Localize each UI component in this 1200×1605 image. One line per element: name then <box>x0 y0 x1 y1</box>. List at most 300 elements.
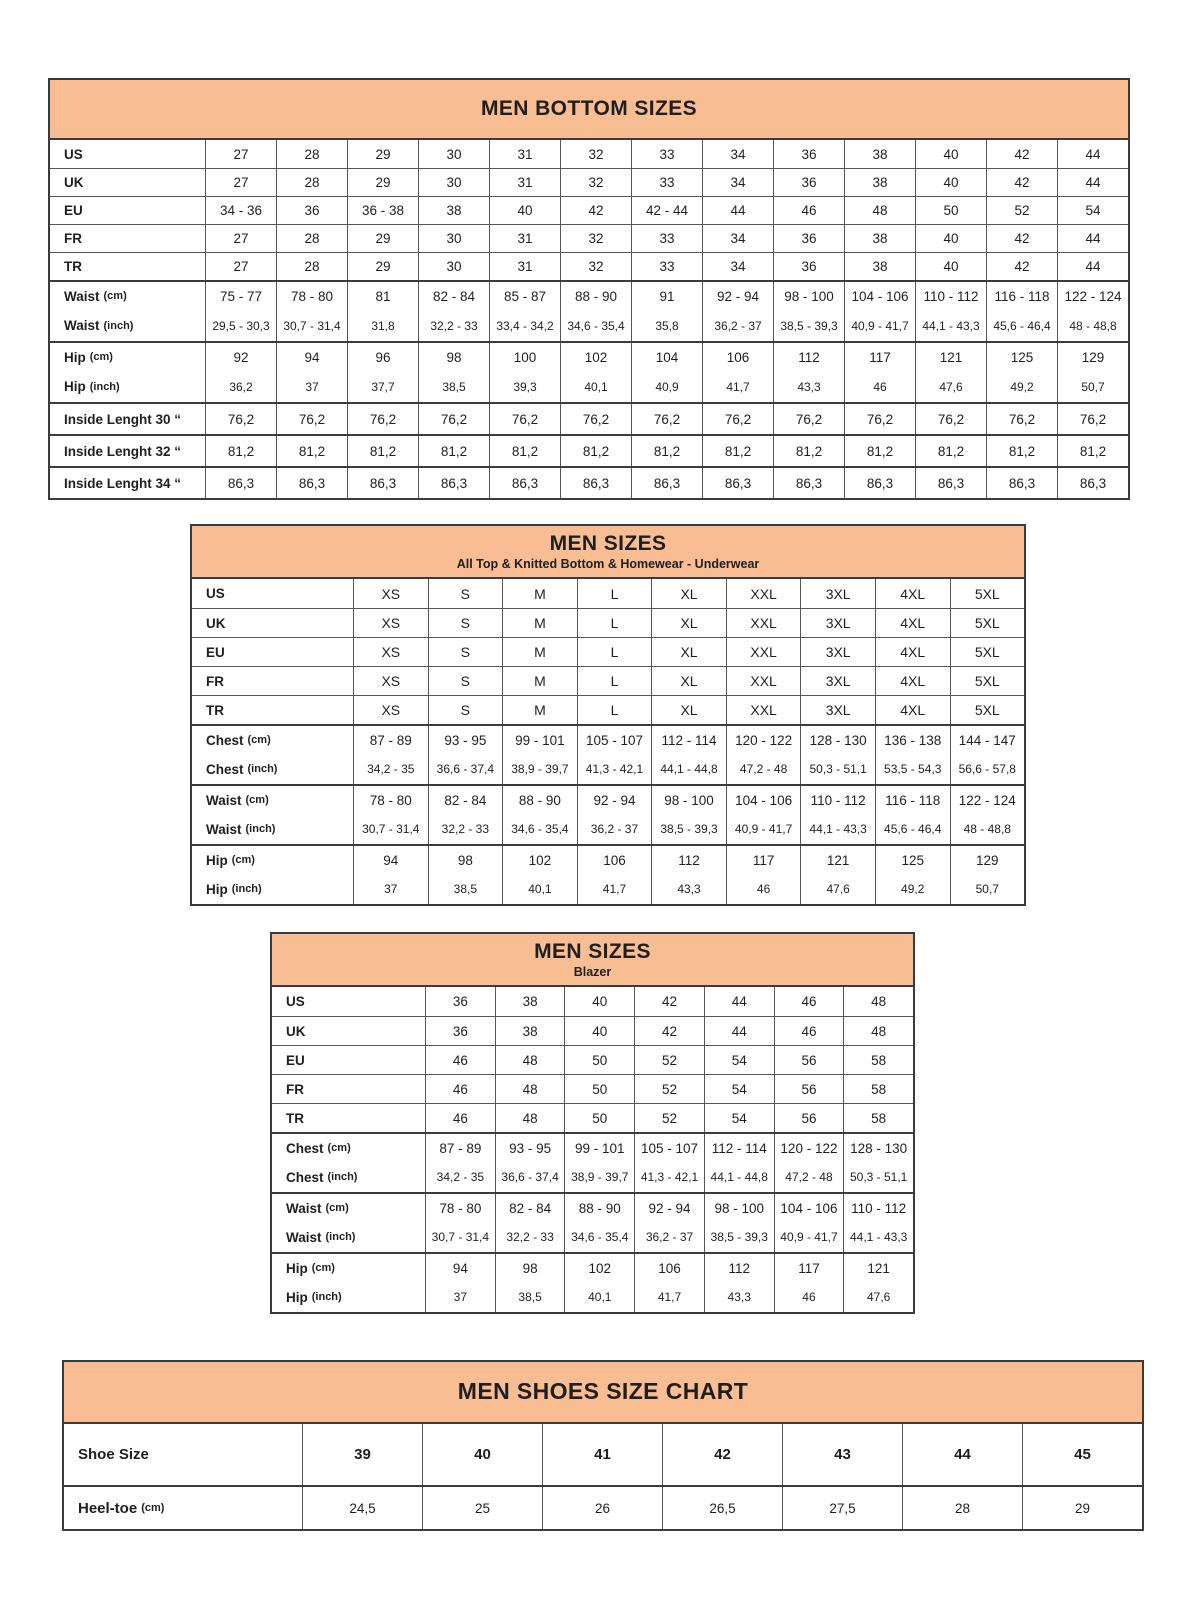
value-cell: 94 <box>425 1254 495 1282</box>
value-cell: 52 <box>986 197 1057 224</box>
value-cell: 32,2 - 33 <box>495 1222 565 1252</box>
value-cell: 34 <box>702 140 773 168</box>
value-cell: 34,6 - 35,4 <box>502 814 577 844</box>
value-cell: 58 <box>843 1046 913 1074</box>
value-cell: 76,2 <box>844 404 915 434</box>
value-cell: 32 <box>560 169 631 196</box>
value-cell: 29 <box>1022 1487 1142 1529</box>
value-cell: 40,1 <box>502 874 577 904</box>
table-title: MEN SIZES <box>549 531 667 555</box>
value-cell: 52 <box>634 1075 704 1103</box>
row-label <box>50 253 205 280</box>
value-cell: 44,1 - 43,3 <box>915 311 986 342</box>
row-label-text: EU <box>206 644 225 660</box>
value-cell: 43,3 <box>651 874 726 904</box>
value-cell: 81,2 <box>418 436 489 466</box>
value-cell: 29 <box>347 253 418 280</box>
value-cell: 27 <box>205 169 276 196</box>
value-cell: 58 <box>843 1075 913 1103</box>
men-sizes-tops-row-fr <box>192 666 1024 695</box>
men-bottom-sizes-header <box>50 80 1128 140</box>
value-cell: 36 <box>276 197 347 224</box>
value-cell: 33,4 - 34,2 <box>489 311 560 342</box>
value-cell: 40 <box>915 140 986 168</box>
value-cell: 56 <box>774 1104 844 1132</box>
value-cell: 38,9 - 39,7 <box>564 1162 634 1192</box>
value-cell: 3XL <box>800 579 875 608</box>
value-cell: 112 <box>704 1254 774 1282</box>
men-bottom-sizes-row-uk <box>50 168 1128 196</box>
value-cell: M <box>502 579 577 608</box>
row-label <box>192 874 353 904</box>
value-cell: 99 - 101 <box>502 726 577 754</box>
row-label-unit: (cm) <box>245 794 269 806</box>
value-cell: 47,6 <box>843 1282 913 1312</box>
value-cell: 27,5 <box>782 1487 902 1529</box>
value-cell: 98 - 100 <box>704 1194 774 1222</box>
value-cell: 44 <box>702 197 773 224</box>
value-cell: 98 - 100 <box>651 786 726 814</box>
value-cell: 34,2 - 35 <box>425 1162 495 1192</box>
row-label <box>192 814 353 844</box>
value-cell: 27 <box>205 253 276 280</box>
row-label-text: Waist <box>206 821 242 837</box>
men-shoes-size-chart-table <box>62 1360 1144 1531</box>
men-sizes-blazer-row-chest-inch <box>272 1162 913 1192</box>
table-title: MEN SIZES <box>534 939 651 963</box>
value-cell: M <box>502 609 577 637</box>
value-cell: 53,5 - 54,3 <box>875 754 950 784</box>
row-label-text: Hip <box>206 852 228 868</box>
value-cell: 47,2 - 48 <box>726 754 801 784</box>
men-sizes-blazer-row-chest-cm <box>272 1132 913 1162</box>
men-bottom-sizes-table <box>48 78 1130 500</box>
value-cell: 45 <box>1022 1424 1142 1485</box>
row-label-text: Inside Lenght 34 “ <box>64 475 182 491</box>
row-label <box>192 667 353 695</box>
value-cell: M <box>502 638 577 666</box>
value-cell: 36 - 38 <box>347 197 418 224</box>
value-cell: 42 <box>986 253 1057 280</box>
value-cell: 32 <box>560 253 631 280</box>
row-label <box>272 1046 425 1074</box>
value-cell: 54 <box>704 1075 774 1103</box>
value-cell: 81,2 <box>702 436 773 466</box>
men-sizes-tops-table <box>190 524 1026 906</box>
value-cell: 46 <box>425 1104 495 1132</box>
value-cell: 26,5 <box>662 1487 782 1529</box>
value-cell: 128 - 130 <box>800 726 875 754</box>
value-cell: 36 <box>773 253 844 280</box>
value-cell: 44 <box>1057 140 1128 168</box>
value-cell: 46 <box>774 987 844 1016</box>
row-label-unit: (cm) <box>325 1202 349 1214</box>
value-cell: XS <box>353 638 428 666</box>
row-label-text: FR <box>206 673 224 689</box>
value-cell: 40 <box>489 197 560 224</box>
row-label <box>272 1134 425 1162</box>
value-cell: 29 <box>347 140 418 168</box>
value-cell: 38,5 - 39,3 <box>704 1222 774 1252</box>
value-cell: 81,2 <box>560 436 631 466</box>
row-label <box>50 169 205 196</box>
men-sizes-blazer-row-us <box>272 987 913 1016</box>
value-cell: 44,1 - 44,8 <box>651 754 726 784</box>
men-sizes-blazer-table <box>270 932 915 1314</box>
value-cell: 48 - 48,8 <box>950 814 1025 844</box>
value-cell: S <box>428 696 503 724</box>
value-cell: 81,2 <box>489 436 560 466</box>
value-cell: 92 - 94 <box>702 282 773 311</box>
value-cell: 43,3 <box>773 372 844 403</box>
table-subtitle: Blazer <box>573 965 612 980</box>
value-cell: 78 - 80 <box>353 786 428 814</box>
row-label-text: FR <box>286 1081 304 1097</box>
row-label-unit: (cm) <box>311 1262 335 1274</box>
value-cell: 52 <box>634 1046 704 1074</box>
value-cell: 93 - 95 <box>428 726 503 754</box>
value-cell: 112 - 114 <box>651 726 726 754</box>
value-cell: 33 <box>631 169 702 196</box>
value-cell: XL <box>651 638 726 666</box>
value-cell: 78 - 80 <box>425 1194 495 1222</box>
value-cell: 116 - 118 <box>875 786 950 814</box>
value-cell: 54 <box>704 1104 774 1132</box>
value-cell: 121 <box>915 343 986 372</box>
value-cell: 121 <box>800 846 875 874</box>
value-cell: XL <box>651 696 726 724</box>
row-label <box>272 1162 425 1192</box>
value-cell: 32,2 - 33 <box>428 814 503 844</box>
value-cell: 31,8 <box>347 311 418 342</box>
value-cell: 31 <box>489 225 560 252</box>
value-cell: 49,2 <box>986 372 1057 403</box>
value-cell: 92 - 94 <box>634 1194 704 1222</box>
value-cell: 35,8 <box>631 311 702 342</box>
value-cell: 92 - 94 <box>577 786 652 814</box>
row-label-unit: (cm) <box>231 854 255 866</box>
value-cell: 44 <box>1057 225 1128 252</box>
value-cell: 42 <box>560 197 631 224</box>
row-label-text: US <box>286 994 305 1009</box>
value-cell: 34 <box>702 169 773 196</box>
value-cell: 76,2 <box>347 404 418 434</box>
value-cell: 129 <box>1057 343 1128 372</box>
row-label <box>192 609 353 637</box>
value-cell: 42 <box>634 1017 704 1045</box>
value-cell: 86,3 <box>1057 468 1128 498</box>
men-sizes-tops-row-chest-inch <box>192 754 1024 784</box>
row-label <box>64 1487 302 1529</box>
value-cell: 29 <box>347 225 418 252</box>
row-label-text: Chest <box>206 761 244 777</box>
value-cell: 30,7 - 31,4 <box>276 311 347 342</box>
value-cell: 76,2 <box>489 404 560 434</box>
value-cell: 47,2 - 48 <box>774 1162 844 1192</box>
value-cell: 31 <box>489 140 560 168</box>
value-cell: 38,5 <box>418 372 489 403</box>
value-cell: 105 - 107 <box>634 1134 704 1162</box>
value-cell: 96 <box>347 343 418 372</box>
value-cell: 37 <box>276 372 347 403</box>
value-cell: 48 <box>844 197 915 224</box>
value-cell: 39,3 <box>489 372 560 403</box>
men-bottom-sizes-row-inside-lenght-30 <box>50 402 1128 434</box>
value-cell: 44 <box>1057 169 1128 196</box>
value-cell: 91 <box>631 282 702 311</box>
value-cell: 86,3 <box>205 468 276 498</box>
value-cell: 92 <box>205 343 276 372</box>
value-cell: 88 - 90 <box>560 282 631 311</box>
table-subtitle: All Top & Knitted Bottom & Homewear - Underwear <box>456 557 760 572</box>
row-label <box>50 140 205 168</box>
value-cell: M <box>502 667 577 695</box>
row-label <box>50 404 205 434</box>
value-cell: 36,2 - 37 <box>702 311 773 342</box>
value-cell: 34 - 36 <box>205 197 276 224</box>
value-cell: 27 <box>205 140 276 168</box>
value-cell: 82 - 84 <box>495 1194 565 1222</box>
value-cell: 36,6 - 37,4 <box>428 754 503 784</box>
value-cell: 3XL <box>800 638 875 666</box>
row-label <box>272 1194 425 1222</box>
value-cell: 110 - 112 <box>800 786 875 814</box>
row-label-unit: (inch) <box>327 1171 358 1183</box>
value-cell: 40,9 - 41,7 <box>774 1222 844 1252</box>
row-label-text: Inside Lenght 30 “ <box>64 411 182 427</box>
value-cell: XL <box>651 609 726 637</box>
value-cell: 112 <box>651 846 726 874</box>
value-cell: 32 <box>560 140 631 168</box>
row-label-text: UK <box>286 1023 306 1039</box>
men-sizes-blazer-row-hip-cm <box>272 1252 913 1282</box>
value-cell: 98 <box>418 343 489 372</box>
row-label <box>50 197 205 224</box>
men-bottom-sizes-row-us <box>50 140 1128 168</box>
value-cell: 43 <box>782 1424 902 1485</box>
row-label-text: Chest <box>206 732 244 748</box>
row-label-unit: (cm) <box>89 351 113 364</box>
row-label-text: US <box>206 586 225 601</box>
men-sizes-tops-row-hip-cm <box>192 844 1024 874</box>
value-cell: 58 <box>843 1104 913 1132</box>
value-cell: 24,5 <box>302 1487 422 1529</box>
value-cell: 78 - 80 <box>276 282 347 311</box>
value-cell: 122 - 124 <box>950 786 1025 814</box>
men-sizes-blazer-row-eu <box>272 1045 913 1074</box>
value-cell: 47,6 <box>800 874 875 904</box>
value-cell: 86,3 <box>418 468 489 498</box>
value-cell: 76,2 <box>986 404 1057 434</box>
men-sizes-tops-row-tr <box>192 695 1024 724</box>
value-cell: 38 <box>844 169 915 196</box>
value-cell: 31 <box>489 169 560 196</box>
value-cell: 105 - 107 <box>577 726 652 754</box>
value-cell: 40,9 - 41,7 <box>726 814 801 844</box>
value-cell: 117 <box>726 846 801 874</box>
value-cell: 76,2 <box>773 404 844 434</box>
value-cell: 41,7 <box>634 1282 704 1312</box>
row-label-text: Hip <box>286 1289 308 1305</box>
value-cell: 45,6 - 46,4 <box>875 814 950 844</box>
value-cell: 86,3 <box>560 468 631 498</box>
value-cell: 125 <box>986 343 1057 372</box>
value-cell: 42 <box>662 1424 782 1485</box>
value-cell: 37,7 <box>347 372 418 403</box>
row-label-unit: (inch) <box>325 1231 356 1243</box>
value-cell: 104 <box>631 343 702 372</box>
value-cell: 29,5 - 30,3 <box>205 311 276 342</box>
value-cell: 98 - 100 <box>773 282 844 311</box>
value-cell: 50 <box>564 1046 634 1074</box>
value-cell: 38 <box>844 253 915 280</box>
table-title: MEN SHOES SIZE CHART <box>457 1378 749 1405</box>
value-cell: 81,2 <box>276 436 347 466</box>
value-cell: 44,1 - 43,3 <box>843 1222 913 1252</box>
row-label-text: Waist <box>64 288 100 304</box>
row-label-text: Hip <box>286 1260 308 1276</box>
value-cell: 76,2 <box>205 404 276 434</box>
value-cell: 36 <box>773 140 844 168</box>
men-sizes-blazer-row-tr <box>272 1103 913 1132</box>
value-cell: 4XL <box>875 667 950 695</box>
value-cell: 44 <box>704 987 774 1016</box>
value-cell: 5XL <box>950 638 1025 666</box>
value-cell: 46 <box>425 1075 495 1103</box>
value-cell: 48 <box>843 987 913 1016</box>
row-label-text: Hip <box>64 349 86 365</box>
value-cell: 34 <box>702 225 773 252</box>
value-cell: 40,9 - 41,7 <box>844 311 915 342</box>
value-cell: 30 <box>418 140 489 168</box>
value-cell: S <box>428 638 503 666</box>
value-cell: 81,2 <box>844 436 915 466</box>
row-label-unit: (inch) <box>103 319 134 332</box>
value-cell: 99 - 101 <box>564 1134 634 1162</box>
value-cell: 5XL <box>950 579 1025 608</box>
value-cell: 41,7 <box>702 372 773 403</box>
value-cell: S <box>428 609 503 637</box>
value-cell: 50 <box>564 1104 634 1132</box>
value-cell: 37 <box>425 1282 495 1312</box>
row-label-unit: (inch) <box>247 763 278 775</box>
row-label <box>272 1075 425 1103</box>
value-cell: 102 <box>564 1254 634 1282</box>
value-cell: 86,3 <box>347 468 418 498</box>
value-cell: 34,6 - 35,4 <box>564 1222 634 1252</box>
value-cell: 81,2 <box>773 436 844 466</box>
row-label <box>272 1104 425 1132</box>
value-cell: XXL <box>726 696 801 724</box>
value-cell: 81,2 <box>1057 436 1128 466</box>
value-cell: 36 <box>425 1017 495 1045</box>
row-label <box>50 225 205 252</box>
value-cell: 5XL <box>950 667 1025 695</box>
value-cell: 102 <box>560 343 631 372</box>
value-cell: 86,3 <box>773 468 844 498</box>
value-cell: 104 - 106 <box>844 282 915 311</box>
value-cell: 98 <box>428 846 503 874</box>
value-cell: 54 <box>1057 197 1128 224</box>
value-cell: 30,7 - 31,4 <box>425 1222 495 1252</box>
row-label <box>50 436 205 466</box>
value-cell: 129 <box>950 846 1025 874</box>
value-cell: 40,1 <box>560 372 631 403</box>
value-cell: 144 - 147 <box>950 726 1025 754</box>
value-cell: 120 - 122 <box>726 726 801 754</box>
value-cell: 102 <box>502 846 577 874</box>
men-bottom-sizes-row-waist-inch <box>50 311 1128 342</box>
value-cell: 4XL <box>875 638 950 666</box>
men-bottom-sizes-row-tr <box>50 252 1128 280</box>
row-label-text: Waist <box>286 1229 322 1245</box>
value-cell: 37 <box>353 874 428 904</box>
value-cell: XS <box>353 696 428 724</box>
row-label-unit: (inch) <box>245 823 276 835</box>
value-cell: 28 <box>276 169 347 196</box>
row-label-text: Chest <box>286 1140 324 1156</box>
row-label-text: US <box>64 146 83 162</box>
value-cell: 42 <box>986 140 1057 168</box>
value-cell: 88 - 90 <box>564 1194 634 1222</box>
value-cell: 40 <box>564 987 634 1016</box>
row-label <box>192 696 353 724</box>
value-cell: 45,6 - 46,4 <box>986 311 1057 342</box>
value-cell: 5XL <box>950 696 1025 724</box>
value-cell: 44,1 - 43,3 <box>800 814 875 844</box>
row-label <box>50 343 205 372</box>
value-cell: 33 <box>631 253 702 280</box>
value-cell: M <box>502 696 577 724</box>
value-cell: 56 <box>774 1075 844 1103</box>
value-cell: 38,5 <box>428 874 503 904</box>
value-cell: 31 <box>489 253 560 280</box>
value-cell: 4XL <box>875 696 950 724</box>
row-label <box>272 987 425 1016</box>
value-cell: 42 <box>986 169 1057 196</box>
row-label-text: TR <box>286 1110 304 1126</box>
row-label <box>192 846 353 874</box>
value-cell: 33 <box>631 225 702 252</box>
value-cell: 86,3 <box>276 468 347 498</box>
value-cell: 76,2 <box>915 404 986 434</box>
row-label-text: Waist <box>64 318 100 334</box>
value-cell: 41,7 <box>577 874 652 904</box>
value-cell: 81,2 <box>205 436 276 466</box>
row-label-unit: (cm) <box>103 290 127 303</box>
value-cell: 86,3 <box>489 468 560 498</box>
value-cell: 122 - 124 <box>1057 282 1128 311</box>
value-cell: 52 <box>634 1104 704 1132</box>
value-cell: 100 <box>489 343 560 372</box>
value-cell: 44 <box>1057 253 1128 280</box>
men-sizes-tops-row-waist-cm <box>192 784 1024 814</box>
value-cell: 48 <box>495 1104 565 1132</box>
value-cell: 136 - 138 <box>875 726 950 754</box>
men-sizes-blazer-row-waist-inch <box>272 1222 913 1252</box>
value-cell: 38 <box>844 225 915 252</box>
men-sizes-tops-row-eu <box>192 637 1024 666</box>
men-sizes-blazer-row-waist-cm <box>272 1192 913 1222</box>
value-cell: 106 <box>577 846 652 874</box>
value-cell: 43,3 <box>704 1282 774 1312</box>
value-cell: 81,2 <box>915 436 986 466</box>
row-label-text: Hip <box>206 881 228 897</box>
value-cell: 41 <box>542 1424 662 1485</box>
value-cell: 25 <box>422 1487 542 1529</box>
row-label <box>272 1282 425 1312</box>
men-bottom-sizes-row-fr <box>50 224 1128 252</box>
